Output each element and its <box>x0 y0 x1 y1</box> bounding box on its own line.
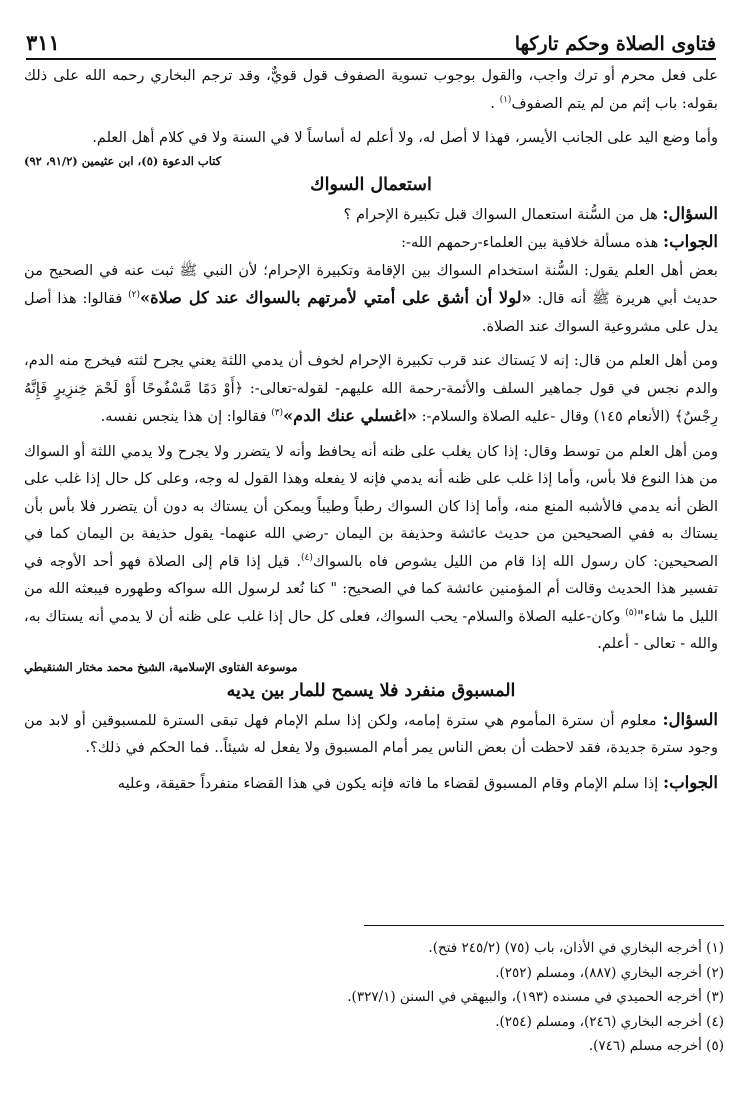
page-header <box>26 24 716 60</box>
question-label: السؤال: <box>662 203 718 223</box>
hadith-quote: «لولا أن أشق على أمتي لأمرتهم بالسواك عند كل صلاة» <box>140 288 532 307</box>
question <box>24 706 718 762</box>
footnote-ref: (٥) <box>625 607 638 618</box>
paragraph-text: فقالوا: إن هذا ينجس نفسه. <box>100 408 272 425</box>
paragraph-text: ومن أهل العلم من توسط وقال: إذا كان يغلب على ظنه أنه يحافظ وأنه لا يتضرر ولا يجرح ولا يدمي اللثة أو السواك من هذا النوع فلا بأس، وأما إذا غلب على ظنه أنه يدمي فإنه لا يفعله وهذا القول له وجه، وعلى كل حال إذا غلب على الظن أنه يدمي فالأشبه المنع منه، وأما إذا كان السواك رطباً وطيباً ويمكن أن يستاك به دون أن يتضرر فلا بأس بأن يستاك به ففي الصحيحين من حديث عائشة وحذيفة بن اليمان -رضي الله عنهما- يقول حذيفة بن اليمان كما في الصحيحين: كان رسول الله إذا قام من الليل يشوص فاه بالسواك <box>24 442 719 570</box>
footnote-ref: (٣) <box>271 408 284 419</box>
question-text: معلوم أن سترة المأموم هي سترة إمامه، ولكن إذا سلم الإمام فهل تبقى السترة للمسبوقين أو لابد من وجود سترة جديدة، فقد لاحظت أن بعض الناس يمر أمام المسبوق ولا يفعل له شيئاً.. فما الحكم في ذلك؟. <box>24 711 718 756</box>
footnote-ref: (٢) <box>128 290 141 301</box>
question <box>24 200 718 229</box>
answer-text: هذه مسألة خلافية بين العلماء-رحمهم الله-: <box>401 234 663 251</box>
paragraph-text: على فعل محرم أو ترك واجب، والقول بوجوب تسوية الصفوف قول قويٌّ، وقد ترجم البخاري رحمه الله على ذلك بقوله: باب إثم من لم يتم الصفوف <box>24 67 718 112</box>
footnote-ref: (٤) <box>301 552 313 563</box>
question-text: هل من السُّنة استعمال السواك قبل تكبيرة الإحرام ؟ <box>343 205 663 223</box>
quran-quote: ﴿أَوْ دَمًا مَّسْفُوحًا أَوْ لَحْمَ خِنزِيرٍ فَإِنَّهُ رِجْسٌ﴾ <box>24 379 718 425</box>
answer-label: الجواب: <box>663 772 718 792</box>
paragraph <box>24 257 718 341</box>
paragraph-text: (الأنعام ١٤٥) وقال -عليه الصلاة والسلام-: <box>416 408 675 425</box>
paragraph-text: بعض أهل العلم يقول: السُّنة استخدام السواك بين الإقامة وتكبيرة الإحرام؛ لأن النبي ﷺ ثبت عنه في الصحيح من حديث أبي هريرة ﷺ أنه قال: <box>24 261 718 307</box>
answer-intro <box>24 228 718 257</box>
footnote-ref: (١) <box>499 94 512 105</box>
paragraph-text: . <box>490 94 500 112</box>
paragraph-text: ومن أهل العلم من قال: إنه لا يَستاك عند قرب تكبيرة الإحرام لخوف أن يدمي اللثة يعني يجرح لثته فيخرج منه الدم، والدم نجس في قول جماهير السلف والأئمة-رحمة الله عليهم- لقوله-تعالى-: <box>24 352 718 397</box>
topic-heading: استعمال السواك <box>310 174 432 195</box>
paragraph <box>24 438 718 658</box>
answer-label: الجواب: <box>663 232 718 251</box>
paragraph <box>24 347 718 431</box>
footnote: (٥) أخرجه مسلم (٧٤٦). <box>588 1038 724 1054</box>
paragraph-text: فقالوا: هذا أصل يدل على مشروعية السواك عند الصلاة. <box>24 290 718 335</box>
footnote: (٣) أخرجه الحميدي في مسنده (١٩٣)، والبيهقي في السنن (٣٢٧/١). <box>347 989 724 1005</box>
answer-text: إذا سلم الإمام وقام المسبوق لقضاء ما فاته فإنه يكون في هذا القضاء منفرداً حقيقة، وعليه <box>117 774 663 792</box>
page-body <box>24 62 718 797</box>
paragraph-text: . قيل إذا قام إلى الصلاة فهو أحد الأوجه في تفسير هذا الحديث وقالت أم المؤمنين عائشة كما في الصحيح: " كنا نُعد لرسول الله سواكه وطهوره فيبعثه الله من الليل ما شاء" <box>24 552 718 625</box>
paragraph <box>24 124 718 152</box>
hadith-quote: «اغسلي عنك الدم» <box>283 406 417 425</box>
paragraph <box>24 62 718 117</box>
footnotes <box>347 925 724 1059</box>
running-title: فتاوى الصلاة وحكم تاركها <box>514 33 716 55</box>
paragraph-text: وكان-عليه الصلاة والسلام- يحب السواك، فعلى كل حال إذا غلب على ظنه أن لا يدمي أنه يستاك به، والله - تعالى - أعلم. <box>24 607 718 652</box>
topic-heading: المسبوق منفرد فلا يسمح للمار بين يديه <box>226 680 516 701</box>
paragraph-text: وأما وضع اليد على الجانب الأيسر، فهذا لا أصل له، ولا أعلم له أساساً لا في السنة ولا في كلام أهل العلم. <box>92 129 718 146</box>
footnote: (٢) أخرجه البخاري (٨٨٧)، ومسلم (٢٥٢). <box>495 964 724 981</box>
source-citation: موسوعة الفتاوى الإسلامية، الشيخ محمد مختار الشنقيطي <box>24 659 298 674</box>
source-citation: كتاب الدعوة (٥)، ابن عثيمين (٩١/٢، ٩٢) <box>24 153 222 168</box>
footnote: (١) أخرجه البخاري في الأذان، باب (٧٥) (٢٤٥/٢ فتح). <box>428 940 724 956</box>
question-label: السؤال: <box>662 709 718 729</box>
page-number: ٣١١ <box>26 30 60 55</box>
answer <box>24 769 718 798</box>
footnote: (٤) أخرجه البخاري (٢٤٦)، ومسلم (٢٥٤). <box>495 1013 724 1030</box>
